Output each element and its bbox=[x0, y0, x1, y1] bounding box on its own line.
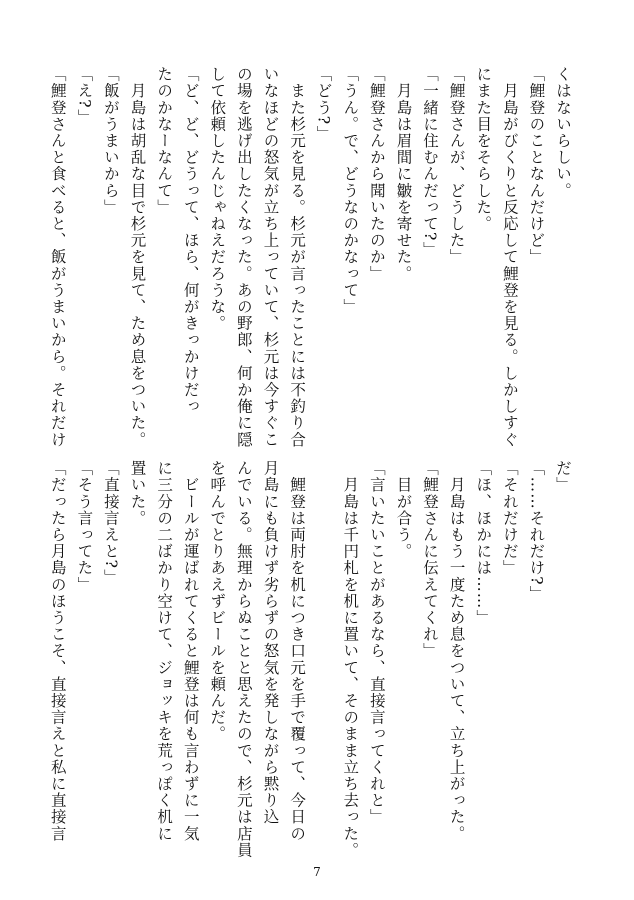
text-line: 「そう言ってた」 bbox=[75, 460, 94, 593]
text-line: たのかなーなんて」 bbox=[155, 66, 174, 216]
text-line: 月島は千円札を机に置いて、そのまま立ち去った。 bbox=[341, 460, 360, 859]
text-line: して依頼したんじゃねえだろうな。 bbox=[208, 66, 227, 332]
text-line: 「鯉登さんに伝えてくれ」 bbox=[421, 460, 440, 660]
text-column-block-bottom bbox=[48, 460, 576, 860]
text-line: 「直接言えと?」 bbox=[101, 460, 120, 586]
text-line: んでいる。無理からぬことと思えたので、杉元は店員 bbox=[234, 460, 253, 859]
text-line bbox=[310, 460, 337, 860]
page-number: 7 bbox=[313, 865, 321, 879]
text-line: 月島は眉間に皺を寄せた。 bbox=[394, 66, 413, 282]
text-line: いなほどの怒気が立ち上っていて、杉元は今すぐこ bbox=[261, 66, 280, 448]
text-line: 「一緒に住むんだって?」 bbox=[421, 66, 440, 259]
text-line: 鯉登は両肘を机につき口元を手で覆って、今日の bbox=[288, 460, 307, 842]
text-line: くはないらしい。 bbox=[554, 66, 572, 199]
text-line: 月島はもう一度ため息をついて、立ち上がった。 bbox=[447, 460, 466, 842]
text-line: 「どう?」 bbox=[314, 66, 333, 142]
text-line: また杉元を見る。杉元が言ったことには不釣り合 bbox=[288, 66, 307, 448]
text-line: 「鯉登のことなんだけど」 bbox=[527, 66, 546, 266]
text-column-block-top bbox=[48, 66, 576, 448]
text-line: 「鯉登さんが、どうした」 bbox=[447, 66, 466, 266]
text-line: 月島にも負けず劣らずの怒気を発しながら黙り込 bbox=[261, 460, 280, 826]
text-line: だ」 bbox=[554, 460, 572, 494]
text-line: 「飯がうまいから」 bbox=[101, 66, 120, 216]
text-line: 「鯉登さんと食べると、飯がうまいから。それだけ bbox=[48, 66, 67, 448]
text-line: 「鯉登さんから聞いたのか」 bbox=[367, 66, 386, 282]
text-line: 「だったら月島のほうこそ、直接言えと私に直接言 bbox=[48, 460, 67, 842]
text-line: 「うん。で、どうなのかなって」 bbox=[341, 66, 360, 315]
text-line: 「ほ、ほかには……」 bbox=[474, 460, 493, 626]
text-line: 「ど、ど、どうって、ほら、何がきっかけだっ bbox=[181, 66, 200, 415]
text-line: 月島がびくりと反応して鯉登を見る。しかしすぐ bbox=[500, 66, 519, 448]
text-line: にまた目をそらした。 bbox=[474, 66, 493, 232]
text-line: ビールが運ばれてくると鯉登は何も言わずに一気 bbox=[181, 460, 200, 842]
text-line: 目が合う。 bbox=[394, 460, 413, 560]
text-line: 「それだけだ」 bbox=[500, 460, 519, 577]
text-line: を呼んでとりあえずビールを頼んだ。 bbox=[208, 460, 227, 743]
text-line: 置いた。 bbox=[128, 460, 147, 527]
text-line: 「言いたいことがあるなら、直接言ってくれと」 bbox=[367, 460, 386, 826]
text-line: 「え?」 bbox=[75, 66, 94, 126]
text-line: 月島は胡乱な目で杉元を見て、ため息をついた。 bbox=[128, 66, 147, 448]
text-line: に三分の二ばかり空けて、ジョッキを荒っぽく机に bbox=[155, 460, 174, 842]
text-line: の場を逃げ出したくなった。あの野郎、何か俺に隠 bbox=[234, 66, 253, 448]
text-line: 「……それだけ?」 bbox=[527, 460, 546, 603]
